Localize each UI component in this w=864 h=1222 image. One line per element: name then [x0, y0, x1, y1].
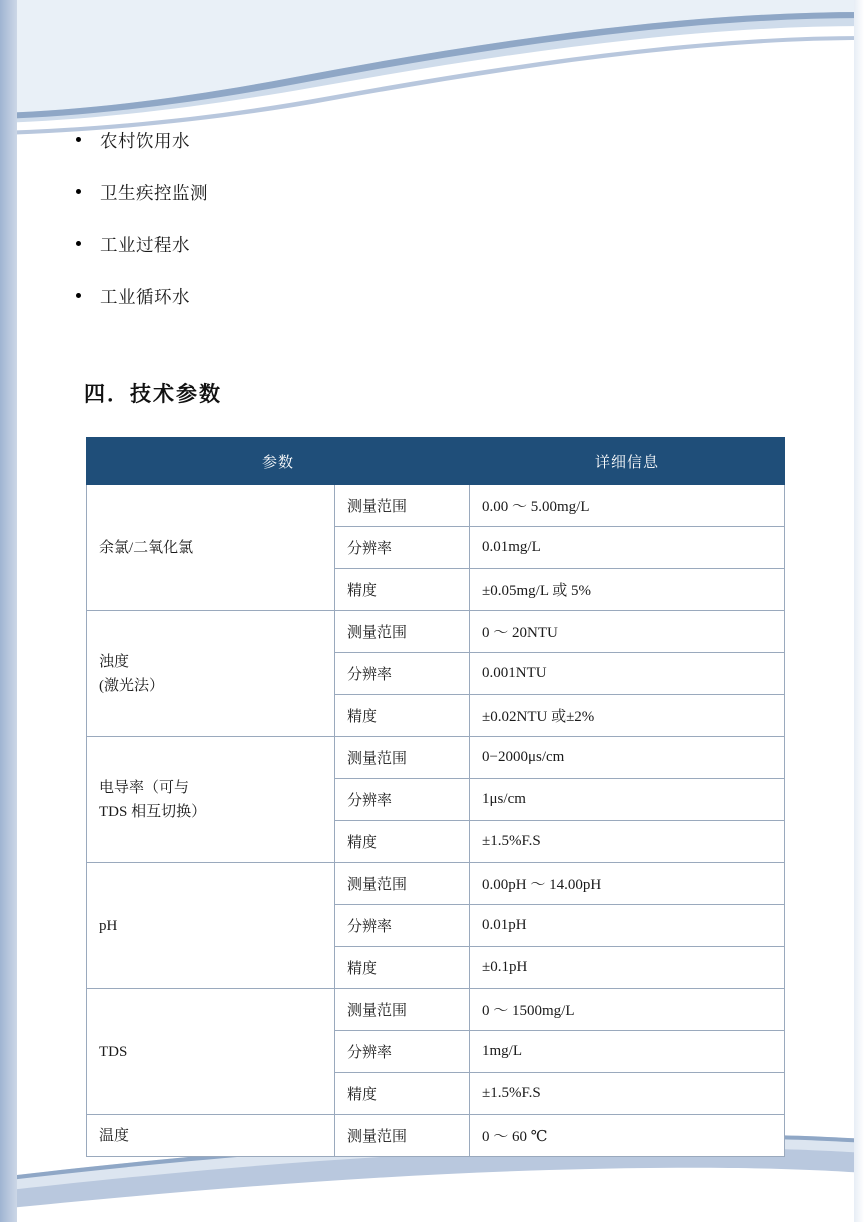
param-value: 0.00pH ～ 14.00pH: [470, 863, 785, 905]
param-attribute: 精度: [335, 569, 470, 611]
application-list: [72, 128, 572, 336]
table-row: [87, 863, 785, 905]
section-title: 四．技术参数: [84, 383, 222, 406]
param-value: 0 ～ 20NTU: [470, 611, 785, 653]
param-attribute: 测量范围: [335, 611, 470, 653]
list-item-label: 农村饮用水: [100, 131, 190, 151]
param-attribute: 分辨率: [335, 653, 470, 695]
table-header-row: [87, 438, 785, 485]
param-value: ±0.05mg/L 或 5%: [470, 569, 785, 611]
param-name-line1: 浊度: [99, 653, 130, 670]
param-attribute: 测量范围: [335, 737, 470, 779]
param-name: 余氯/二氧化氯: [87, 485, 335, 611]
param-name-line2: TDS 相互切换）: [99, 803, 207, 820]
param-attribute: 精度: [335, 1073, 470, 1115]
param-attribute: 分辨率: [335, 1031, 470, 1073]
param-value: 0.01mg/L: [470, 527, 785, 569]
param-value: 1mg/L: [470, 1031, 785, 1073]
param-value: 1μs/cm: [470, 779, 785, 821]
param-name: [87, 611, 335, 737]
param-attribute: 精度: [335, 695, 470, 737]
list-item-label: 卫生疾控监测: [100, 183, 208, 203]
param-attribute: 测量范围: [335, 863, 470, 905]
table-row: [87, 485, 785, 527]
param-attribute: 测量范围: [335, 989, 470, 1031]
table-header-parameter: 参数: [87, 438, 470, 485]
param-value: ±0.02NTU 或±2%: [470, 695, 785, 737]
param-name: [87, 737, 335, 863]
param-attribute: 分辨率: [335, 527, 470, 569]
param-value: 0 ～ 60 ℃: [470, 1115, 785, 1157]
param-value: 0 ～ 1500mg/L: [470, 989, 785, 1031]
param-attribute: 精度: [335, 947, 470, 989]
param-attribute: 测量范围: [335, 485, 470, 527]
list-item-label: 工业过程水: [100, 235, 190, 255]
technical-parameters-table: [86, 437, 785, 1157]
list-item: [72, 128, 572, 153]
list-item: [72, 180, 572, 205]
table-header-details: 详细信息: [470, 438, 785, 485]
table-row: [87, 989, 785, 1031]
table-row: [87, 611, 785, 653]
param-value: ±1.5%F.S: [470, 821, 785, 863]
list-item: [72, 284, 572, 309]
table-row: [87, 1115, 785, 1157]
param-name: pH: [87, 863, 335, 989]
param-value: ±0.1pH: [470, 947, 785, 989]
param-attribute: 分辨率: [335, 905, 470, 947]
param-value: 0−2000μs/cm: [470, 737, 785, 779]
param-value: 0.00 ～ 5.00mg/L: [470, 485, 785, 527]
param-value: 0.001NTU: [470, 653, 785, 695]
param-name: TDS: [87, 989, 335, 1115]
param-attribute: 测量范围: [335, 1115, 470, 1157]
param-attribute: 分辨率: [335, 779, 470, 821]
param-name: 温度: [87, 1115, 335, 1157]
list-item-label: 工业循环水: [100, 287, 190, 307]
param-value: 0.01pH: [470, 905, 785, 947]
param-attribute: 精度: [335, 821, 470, 863]
param-name-line1: 电导率（可与: [99, 779, 190, 796]
param-value: ±1.5%F.S: [470, 1073, 785, 1115]
param-name-line2: (激光法）: [99, 677, 164, 694]
table-row: [87, 737, 785, 779]
list-item: [72, 232, 572, 257]
